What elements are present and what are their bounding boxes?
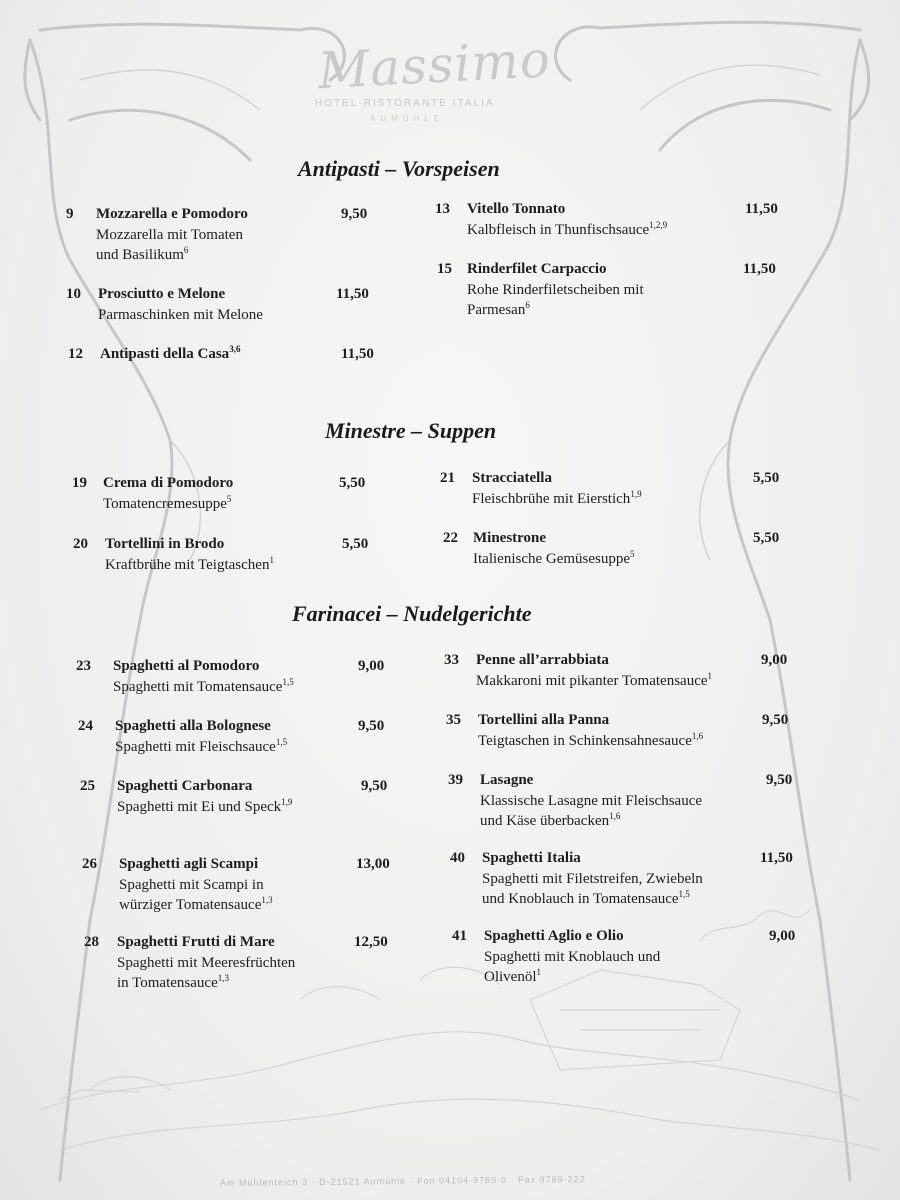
item-description — [476, 671, 776, 691]
item-description — [117, 797, 377, 817]
item-price: 5,50 — [753, 530, 780, 546]
item-description — [472, 489, 732, 509]
item-name-text: Mozzarella e Pomodoro — [96, 206, 248, 222]
item-name — [476, 652, 609, 669]
item-price: 9,50 — [361, 778, 388, 794]
item-number: 23 — [76, 658, 91, 674]
description-line — [96, 245, 356, 265]
description-line — [473, 549, 733, 569]
item-number: 40 — [450, 850, 465, 866]
item-name-text: Rinderfilet Carpaccio — [467, 261, 607, 277]
item-name — [482, 850, 581, 867]
description-line — [117, 973, 377, 993]
allergen-note: 1 — [269, 555, 274, 565]
allergen-note: 1 — [536, 967, 541, 977]
description-line — [467, 220, 727, 240]
item-number: 20 — [73, 536, 88, 552]
description-text: Spaghetti mit Ei und Speck — [117, 799, 282, 815]
item-number: 33 — [444, 652, 459, 668]
description-text: und Basilikum — [96, 247, 184, 263]
item-description — [115, 737, 375, 757]
description-line — [480, 791, 780, 811]
description-line — [105, 555, 365, 575]
allergen-note: 6 — [525, 300, 530, 310]
item-name-text: Antipasti della Casa — [100, 346, 230, 362]
item-name — [103, 475, 233, 492]
item-name-text: Minestrone — [473, 530, 547, 546]
description-text: Italienische Gemüsesuppe — [473, 551, 631, 567]
allergen-note: 1,5 — [282, 677, 294, 687]
item-price: 9,00 — [358, 658, 385, 674]
item-description — [482, 869, 782, 909]
item-description — [478, 731, 778, 751]
item-price: 11,50 — [743, 261, 776, 277]
item-description — [105, 555, 365, 575]
item-price: 13,00 — [356, 856, 390, 872]
description-line — [117, 797, 377, 817]
item-number: 21 — [440, 470, 455, 486]
item-name-text: Tortellini in Brodo — [105, 536, 225, 552]
item-price: 11,50 — [745, 201, 778, 217]
item-description — [98, 305, 358, 325]
item-name — [117, 778, 252, 795]
description-line — [478, 731, 778, 751]
item-name-text: Spaghetti al Pomodoro — [113, 658, 260, 674]
description-line — [98, 305, 358, 325]
item-name-text: Crema di Pomodoro — [103, 475, 234, 491]
item-name — [113, 658, 259, 675]
description-text: Klassische Lasagne mit Fleischsauce — [480, 793, 703, 809]
item-number: 12 — [68, 346, 83, 362]
description-text: Spaghetti mit Tomatensauce — [113, 679, 283, 695]
item-name — [96, 206, 248, 223]
description-text: Spaghetti mit Filetstreifen, Zwiebeln — [482, 871, 703, 887]
description-line — [117, 953, 377, 973]
item-price: 11,50 — [760, 850, 793, 866]
description-line — [119, 875, 379, 895]
description-text: und Knoblauch in Tomatensauce — [482, 891, 679, 907]
description-line — [484, 947, 784, 967]
item-price: 5,50 — [753, 470, 780, 486]
description-line — [484, 967, 784, 987]
description-text: Kraftbrühe mit Teigtaschen — [105, 557, 270, 573]
item-number: 39 — [448, 772, 463, 788]
description-text: Parmaschinken mit Melone — [98, 307, 263, 323]
description-text: Spaghetti mit Meeresfrüchten — [117, 955, 296, 971]
description-text: Teigtaschen in Schinkensahnesauce — [478, 733, 692, 749]
item-name-text: Tortellini alla Panna — [478, 712, 610, 728]
description-text: Olivenöl — [484, 969, 537, 985]
item-name-text: Spaghetti alla Bolognese — [115, 718, 271, 734]
item-description — [473, 549, 733, 569]
item-name — [478, 712, 609, 729]
item-price: 9,50 — [341, 206, 368, 222]
description-line — [103, 494, 363, 514]
allergen-note: 1,3 — [217, 973, 229, 983]
item-price: 9,50 — [762, 712, 789, 728]
footer-address: Am Mühlenteich 3 · D-21521 Aumühle · Fon 04104-9789-0 · Fax 9789-222 — [219, 1174, 586, 1188]
allergen-note: 1,5 — [678, 889, 690, 899]
description-text: und Käse überbacken — [480, 813, 610, 829]
item-name — [467, 261, 607, 278]
item-name — [115, 718, 271, 735]
restaurant-logo: Massimo — [316, 30, 553, 101]
item-description — [103, 494, 363, 514]
description-line — [113, 677, 373, 697]
item-description — [113, 677, 373, 697]
item-number: 15 — [437, 261, 452, 277]
allergen-note: 1 — [707, 671, 713, 681]
item-name — [119, 856, 258, 873]
item-price: 9,00 — [761, 652, 788, 668]
description-line — [480, 811, 780, 831]
description-text: Mozzarella mit Tomaten — [96, 227, 243, 243]
item-name — [472, 470, 552, 487]
item-number: 24 — [78, 718, 93, 734]
description-line — [482, 869, 782, 889]
description-text: Fleischbrühe mit Eierstich — [472, 491, 631, 507]
item-price: 11,50 — [336, 286, 369, 302]
description-line — [119, 895, 379, 915]
item-name-text: Penne all’arrabbiata — [476, 652, 609, 668]
item-description — [119, 875, 379, 915]
description-line — [96, 225, 356, 245]
item-price: 11,50 — [341, 346, 374, 362]
item-name-text: Vitello Tonnato — [467, 201, 566, 217]
item-description — [117, 953, 377, 993]
description-line — [472, 489, 732, 509]
item-description — [484, 947, 784, 987]
item-price: 9,00 — [769, 928, 796, 944]
item-name-text: Spaghetti Frutti di Mare — [117, 934, 275, 950]
item-number: 41 — [452, 928, 467, 944]
description-text: Makkaroni mit pikanter Tomatensauce — [476, 673, 708, 689]
allergen-note: 1,9 — [630, 489, 642, 499]
item-number: 35 — [446, 712, 461, 728]
item-name — [484, 928, 624, 945]
item-name-text: Spaghetti Carbonara — [117, 778, 253, 794]
item-name — [100, 346, 240, 363]
allergen-note: 5 — [630, 549, 635, 559]
description-line — [482, 889, 782, 909]
description-line — [467, 280, 727, 300]
allergen-note: 5 — [226, 494, 232, 504]
description-text: Parmesan — [467, 302, 526, 318]
allergen-note: 1,6 — [691, 731, 704, 741]
item-number: 25 — [80, 778, 95, 794]
logo-subtitle: HOTEL-RISTORANTE ITALIA — [315, 98, 495, 109]
allergen-note: 6 — [183, 245, 189, 255]
item-number: 9 — [66, 206, 74, 222]
description-text: Tomatencremesuppe — [103, 496, 227, 512]
item-price: 5,50 — [339, 475, 366, 491]
item-name-text: Lasagne — [480, 772, 534, 788]
item-name-text: Spaghetti Aglio e Olio — [484, 928, 624, 944]
section-heading-minestre: Minestre – Suppen — [325, 418, 497, 443]
item-price: 12,50 — [354, 934, 388, 950]
description-text: Spaghetti mit Scampi in — [119, 877, 264, 893]
item-name — [98, 286, 225, 303]
item-name — [480, 772, 533, 789]
allergen-note: 1,6 — [609, 811, 621, 821]
item-name-text: Spaghetti Italia — [482, 850, 581, 866]
item-number: 22 — [443, 530, 458, 546]
item-name-text: Spaghetti agli Scampi — [119, 856, 259, 872]
description-line — [476, 671, 776, 691]
description-text: Rohe Rinderfiletscheiben mit — [467, 282, 644, 298]
item-description — [480, 791, 780, 831]
item-description — [96, 225, 356, 265]
item-number: 19 — [72, 475, 87, 491]
item-number: 26 — [82, 856, 97, 872]
description-text: Kalbfleisch in Thunfischsauce — [467, 222, 650, 238]
description-line — [467, 300, 727, 320]
section-heading-antipasti: Antipasti – Vorspeisen — [298, 156, 500, 181]
item-name — [117, 934, 275, 951]
item-description — [467, 280, 727, 320]
allergen-note: 1,9 — [281, 797, 293, 807]
allergen-note: 1,3 — [261, 895, 273, 905]
description-text: in Tomatensauce — [117, 975, 218, 991]
item-name-text: Prosciutto e Melone — [98, 286, 226, 302]
item-name — [105, 536, 224, 553]
description-line — [115, 737, 375, 757]
item-name — [467, 201, 565, 218]
item-number: 28 — [84, 934, 99, 950]
item-price: 9,50 — [766, 772, 793, 788]
item-price: 9,50 — [358, 718, 385, 734]
allergen-note: 1,2,9 — [649, 220, 668, 230]
item-number: 10 — [66, 286, 81, 302]
description-text: Spaghetti mit Fleischsauce — [115, 739, 276, 755]
item-description — [467, 220, 727, 240]
description-text: Spaghetti mit Knoblauch und — [484, 949, 661, 965]
item-price: 5,50 — [342, 536, 369, 552]
item-number: 13 — [435, 201, 450, 217]
allergen-note: 3,6 — [229, 344, 241, 354]
allergen-note: 1,5 — [275, 737, 288, 747]
section-heading-farinacei: Farinacei – Nudelgerichte — [292, 601, 532, 626]
logo-location: AUMÜHLE — [370, 114, 445, 123]
item-name-text: Stracciatella — [472, 470, 552, 486]
item-name — [473, 530, 546, 547]
description-text: würziger Tomatensauce — [119, 897, 262, 913]
